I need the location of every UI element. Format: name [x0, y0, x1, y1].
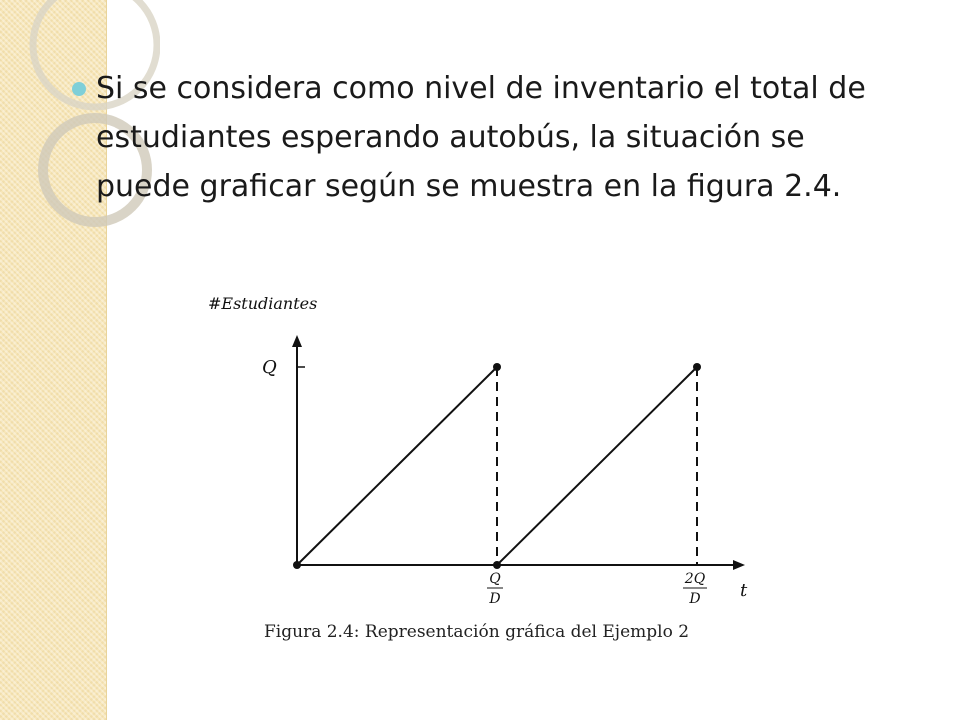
series-line-1 — [297, 367, 497, 565]
x-tick-2-label — [683, 571, 707, 607]
x-tick-1-denominator: D — [489, 591, 501, 607]
y-axis-arrow — [292, 335, 302, 347]
x-axis-arrow — [733, 560, 745, 570]
inventory-figure — [200, 285, 780, 615]
bullet-dot-icon — [72, 82, 86, 96]
x-tick-1-label — [487, 571, 503, 607]
bullet-text: Si se considera como nivel de inventario el total de estudiantes esperando autobús, la situación se puede graficar según se muestra en la figura 2.4. — [96, 71, 866, 204]
y-axis-label: #Estudiantes — [208, 294, 318, 313]
series-1-start-point — [293, 561, 301, 569]
x-axis-label: t — [740, 580, 748, 601]
bullet-item — [72, 64, 892, 211]
series-line-2 — [497, 367, 697, 565]
figure-caption: Figura 2.4: Representación gráfica del Ejemplo 2 — [264, 622, 690, 642]
x-tick-2-denominator: D — [689, 591, 701, 607]
y-tick-label: Q — [262, 357, 277, 378]
x-tick-1-numerator: Q — [489, 571, 501, 587]
x-tick-2-numerator: 2Q — [684, 571, 706, 587]
